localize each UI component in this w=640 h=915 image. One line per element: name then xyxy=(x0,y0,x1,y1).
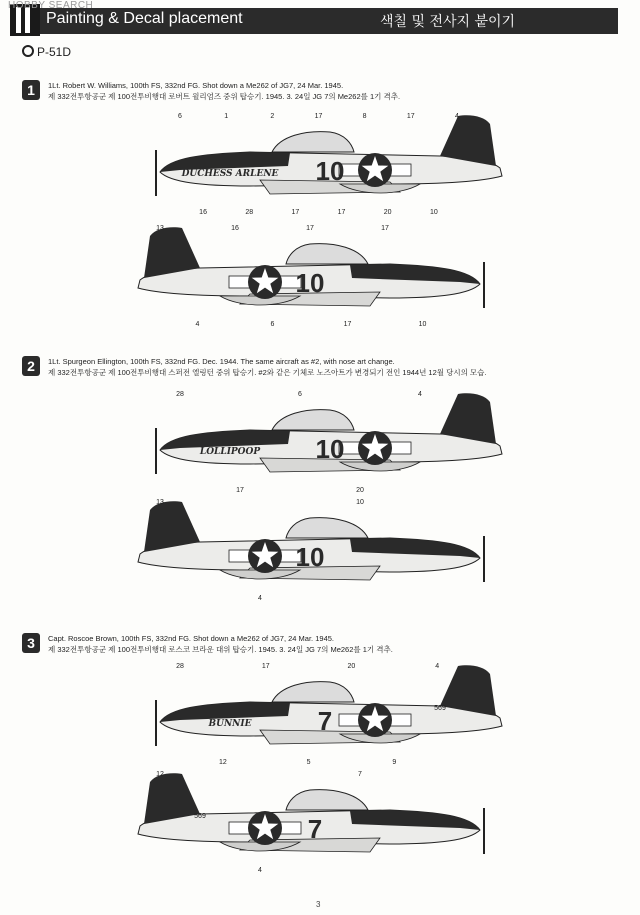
callout-number: 9 xyxy=(392,759,397,766)
nose-art-text: DUCHESS ARLENE xyxy=(181,169,279,179)
nose-art-text: BUNNIE xyxy=(208,719,252,729)
serial-text: 569 xyxy=(434,705,446,712)
section-2-caption-en: 1Lt. Spurgeon Ellington, 100th FS, 332nd FG. Dec. 1944. The same aircraft as #2, with nose art change. xyxy=(48,357,395,366)
callout-number: 4 xyxy=(454,113,459,120)
section-3-caption-en: Capt. Roscoe Brown, 100th FS, 332nd FG. Shot down a Me262 of JG7, 24 Mar. 1945. xyxy=(48,634,334,643)
canopy-shape xyxy=(272,410,354,430)
callout-number: 10 xyxy=(418,321,427,328)
canopy-shape xyxy=(272,682,354,702)
callout-number: 6 xyxy=(298,391,302,398)
callout-number: 17 xyxy=(291,209,300,216)
aircraft-code: 10 xyxy=(295,268,325,298)
callout-number: 13 xyxy=(156,225,164,232)
section-2-caption-ko: 제 332전투항공군 제 100전투비행대 스퍼전 엘링턴 중위 탑승기. #2와 같은 기체로 노즈아트가 변경되기 전인 1944년 12월 당시의 모습. xyxy=(48,368,487,377)
aircraft-code: 7 xyxy=(317,706,333,736)
canopy-shape xyxy=(286,244,368,264)
section-number-1: 1 xyxy=(22,80,40,100)
callout-number: 17 xyxy=(406,113,415,120)
aircraft-code: 7 xyxy=(307,814,323,844)
aircraft-profile-2-right xyxy=(120,496,500,606)
callout-number: 7 xyxy=(358,771,362,778)
callout-number: 4 xyxy=(418,391,422,398)
callout-number: 28 xyxy=(245,209,254,216)
callout-number: 2 xyxy=(270,113,275,120)
page-title: Painting & Decal placement xyxy=(46,10,243,27)
callout-number: 16 xyxy=(199,209,207,216)
callout-number: 13 xyxy=(156,499,164,506)
aircraft-code: 10 xyxy=(315,434,345,464)
aircraft-profile-2-left xyxy=(140,388,520,498)
callout-number: 20 xyxy=(383,209,392,216)
callout-number: 17 xyxy=(236,487,244,494)
section-3-caption-ko: 제 332전투항공군 제 100전투비행대 로스코 브라운 대위 탑승기. 1945. 3. 24일 JG 7의 Me262를 1기 격추. xyxy=(48,645,393,654)
callout-number: 17 xyxy=(381,225,389,232)
callout-number: 17 xyxy=(343,321,352,328)
callout-number: 4 xyxy=(195,321,200,328)
canopy-shape xyxy=(286,518,368,538)
page-number: 3 xyxy=(316,900,321,909)
section-1-caption-en: 1Lt. Robert W. Williams, 100th FS, 332nd FG. Shot down a Me262 of JG7, 24 Mar. 1945. xyxy=(48,81,344,90)
callout-number: 8 xyxy=(362,113,367,120)
canopy-shape xyxy=(286,790,368,810)
callout-number: 5 xyxy=(306,759,311,766)
page-title-korean: 색칠 및 전사지 붙이기 xyxy=(380,14,516,30)
callout-number: 4 xyxy=(435,663,440,670)
aircraft-code: 10 xyxy=(315,156,345,186)
nose-art-text: LOLLIPOOP xyxy=(199,447,261,457)
aircraft-profile-3-right xyxy=(120,768,500,878)
callout-number: 10 xyxy=(429,209,438,216)
bullet-icon xyxy=(22,45,34,57)
aircraft-profile-1-right xyxy=(120,222,500,332)
callout-number: 20 xyxy=(347,663,356,670)
aircraft-code: 10 xyxy=(295,542,325,572)
section-number-2: 2 xyxy=(22,356,40,376)
page-header xyxy=(0,0,640,38)
callout-number: 12 xyxy=(218,759,227,766)
callout-number: 12 xyxy=(156,771,164,778)
callout-number: 17 xyxy=(306,225,314,232)
callout-number: 28 xyxy=(176,663,184,670)
aircraft-name: P-51D xyxy=(37,45,72,59)
section-number-3: 3 xyxy=(22,633,40,653)
callout-number: 17 xyxy=(261,663,270,670)
section-1-caption-ko: 제 332전투항공군 제 100전투비행대 로버트 윌리엄즈 중위 탑승기. 1945. 3. 24일 JG 7의 Me262를 1기 격추. xyxy=(48,92,401,101)
callout-number: 17 xyxy=(337,209,346,216)
callout-number: 1 xyxy=(224,113,229,120)
canopy-shape xyxy=(272,132,354,152)
callout-number: 17 xyxy=(314,113,323,120)
callout-number: 6 xyxy=(270,321,275,328)
callout-number: 10 xyxy=(356,499,364,506)
callout-number: 4 xyxy=(258,595,262,602)
callout-number: 16 xyxy=(231,225,239,232)
callout-number: 6 xyxy=(178,113,182,120)
callout-number: 4 xyxy=(258,867,262,874)
aircraft-subtitle xyxy=(22,45,71,59)
watermark: HOBBY SEARCH xyxy=(8,0,94,11)
callout-number: 28 xyxy=(176,391,184,398)
serial-text: 569 xyxy=(194,813,206,820)
callout-number: 20 xyxy=(356,487,364,494)
aircraft-profile-1-left xyxy=(140,110,520,220)
aircraft-profile-3-left xyxy=(140,660,520,770)
